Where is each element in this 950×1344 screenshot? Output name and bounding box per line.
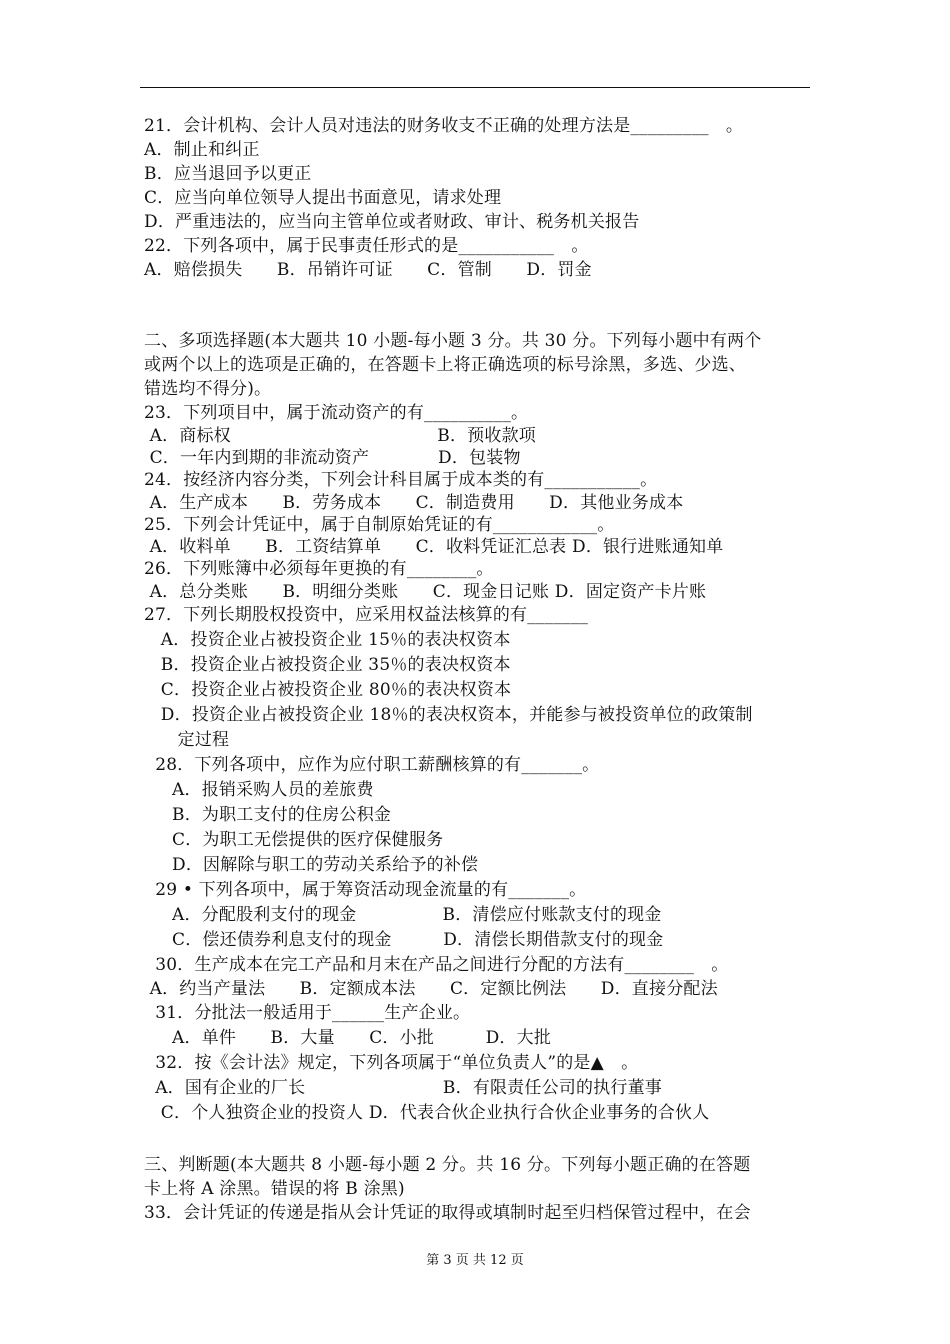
options-23-cd: C．一年内到期的非流动资产 D．包装物 xyxy=(144,448,521,468)
options-23-ab: A．商标权 B．预收款项 xyxy=(144,426,536,446)
option-28-c: C．为职工无偿提供的医疗保健服务 xyxy=(144,830,444,850)
options-29-cd: C．偿还债券利息支付的现金 D．清偿长期借款支付的现金 xyxy=(144,930,664,950)
question-31: 31．分批法一般适用于______生产企业。 xyxy=(144,1003,471,1023)
section-2-heading-line3: 错选均不得分)。 xyxy=(144,379,272,399)
question-29: 29 • 下列各项中，属于筹资活动现金流量的有_______。 xyxy=(144,880,587,900)
section-2-heading-line2: 或两个以上的选项是正确的，在答题卡上将正确选项的标号涂黑，多选、少选、 xyxy=(144,355,746,375)
options-30: A．约当产量法 B．定额成本法 C．定额比例法 D．直接分配法 xyxy=(144,979,718,999)
option-28-b: B．为职工支付的住房公积金 xyxy=(144,805,392,825)
options-26: A．总分类账 B．明细分类账 C．现金日记账 D．固定资产卡片账 xyxy=(144,582,707,602)
option-28-d: D．因解除与职工的劳动关系给予的补偿 xyxy=(144,855,479,875)
option-27-d: D．投资企业占被投资企业 18％的表决权资本，并能参与被投资单位的政策制 xyxy=(144,705,753,725)
header-rule xyxy=(140,87,810,88)
options-32-cd: C．个人独资企业的投资人 D．代表合伙企业执行合伙企业事务的合伙人 xyxy=(144,1103,710,1123)
options-24: A．生产成本 B．劳务成本 C．制造费用 D．其他业务成本 xyxy=(144,493,684,513)
options-25: A．收料单 B．工资结算单 C．收料凭证汇总表 D．银行进账通知单 xyxy=(144,537,724,557)
option-27-a: A．投资企业占被投资企业 15％的表决权资本 xyxy=(144,630,511,650)
section-3-heading-line2: 卡上将 A 涂黑。错误的将 B 涂黑) xyxy=(144,1179,405,1199)
option-21-c: C．应当向单位领导人提出书面意见，请求处理 xyxy=(144,188,502,208)
question-24: 24．按经济内容分类，下列会计科目属于成本类的有___________。 xyxy=(144,470,658,490)
question-21: 21．会计机构、会计人员对违法的财务收支不正确的处理方法是_________ 。 xyxy=(144,116,744,136)
section-2-heading: 二、多项选择题(本大题共 10 小题-每小题 3 分。共 30 分。下列每小题中有两个 xyxy=(144,331,762,351)
option-21-a: A．制止和纠正 xyxy=(144,140,260,160)
page-footer: 第 3 页 共 12 页 xyxy=(426,1253,524,1268)
question-32: 32．按《会计法》规定，下列各项属于“单位负责人”的是▲ 。 xyxy=(144,1053,639,1073)
question-30: 30．生产成本在完工产品和月末在产品之间进行分配的方法有________ 。 xyxy=(144,955,729,975)
option-27-d-cont: 定过程 xyxy=(144,730,230,750)
question-23: 23．下列项目中，属于流动资产的有__________。 xyxy=(144,403,529,423)
question-33: 33．会计凭证的传递是指从会计凭证的取得或填制时起至归档保管过程中，在会 xyxy=(144,1203,751,1223)
question-26: 26．下列账簿中必须每年更换的有________。 xyxy=(144,559,494,579)
question-22: 22．下列各项中，属于民事责任形式的是___________ 。 xyxy=(144,236,589,256)
options-31: A．单件 B．大量 C．小批 D．大批 xyxy=(144,1028,552,1048)
options-32-ab: A．国有企业的厂长 B．有限责任公司的执行董事 xyxy=(144,1078,662,1098)
question-27: 27．下列长期股权投资中，应采用权益法核算的有_______ xyxy=(144,605,589,625)
option-27-b: B．投资企业占被投资企业 35％的表决权资本 xyxy=(144,655,511,675)
section-3-heading: 三、判断题(本大题共 8 小题-每小题 2 分。共 16 分。下列每小题正确的在答题 xyxy=(144,1155,751,1175)
question-28: 28．下列各项中，应作为应付职工薪酬核算的有_______。 xyxy=(144,755,600,775)
option-28-a: A．报销采购人员的差旅费 xyxy=(144,780,374,800)
option-27-c: C．投资企业占被投资企业 80％的表决权资本 xyxy=(144,680,512,700)
option-21-b: B．应当退回予以更正 xyxy=(144,164,312,184)
question-25: 25．下列会计凭证中，属于自制原始凭证的有____________。 xyxy=(144,515,615,535)
options-29-ab: A．分配股利支付的现金 B．清偿应付账款支付的现金 xyxy=(144,905,662,925)
option-21-d: D．严重违法的，应当向主管单位或者财政、审计、税务机关报告 xyxy=(144,212,640,232)
options-22: A．赔偿损失 B．吊销许可证 C．管制 D．罚金 xyxy=(144,260,592,280)
